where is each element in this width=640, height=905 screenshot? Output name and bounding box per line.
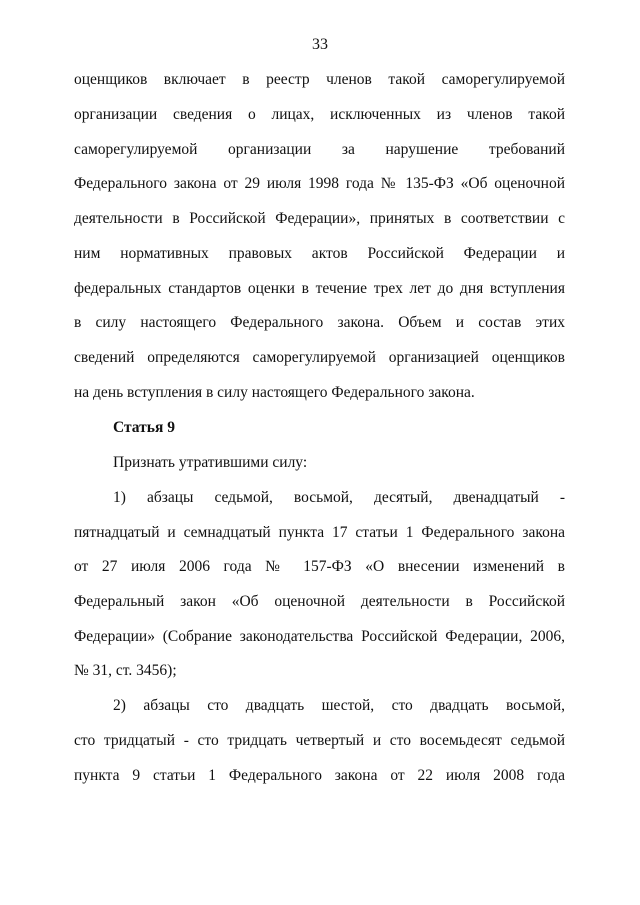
text-line: 2) абзацы сто двадцать шестой, сто двадцать восьмой,	[113, 697, 565, 714]
text-line: саморегулируемой организации за нарушение требований	[74, 141, 565, 158]
text-line: 1) абзацы седьмой, восьмой, десятый, двенадцатый -	[113, 489, 565, 506]
text-line: № 31, ст. 3456);	[74, 662, 177, 679]
text-line: деятельности в Российской Федерации», принятых в соответствии с	[74, 210, 565, 227]
page-number: 33	[312, 36, 328, 53]
text-line: Федерального закона от 29 июля 1998 года № 135-ФЗ «Об оценочной	[74, 175, 565, 192]
text-line: от 27 июля 2006 года № 157-ФЗ «О внесении изменений в	[74, 558, 565, 575]
text-line: сто тридцатый - сто тридцать четвертый и сто восемьдесят седьмой	[74, 732, 565, 749]
text-line: организации сведения о лицах, исключенных из членов такой	[74, 106, 565, 123]
text-line: федеральных стандартов оценки в течение трех лет до дня вступления	[74, 280, 565, 297]
article-heading: Статья 9	[113, 419, 175, 436]
text-line: ним нормативных правовых актов Российской Федерации и	[74, 245, 565, 262]
text-line: сведений определяются саморегулируемой организацией оценщиков	[74, 349, 565, 366]
text-line: пункта 9 статьи 1 Федерального закона от 22 июля 2008 года	[74, 767, 565, 784]
text-line: на день вступления в силу настоящего Федерального закона.	[74, 384, 475, 401]
text-line: Федерации» (Собрание законодательства Российской Федерации, 2006,	[74, 628, 565, 645]
article-intro: Признать утратившими силу:	[113, 454, 308, 471]
text-line: пятнадцатый и семнадцатый пункта 17 статьи 1 Федерального закона	[74, 524, 565, 541]
text-line: оценщиков включает в реестр членов такой саморегулируемой	[74, 71, 565, 88]
text-line: в силу настоящего Федерального закона. Объем и состав этих	[74, 314, 565, 331]
text-line: Федеральный закон «Об оценочной деятельности в Российской	[74, 593, 565, 610]
